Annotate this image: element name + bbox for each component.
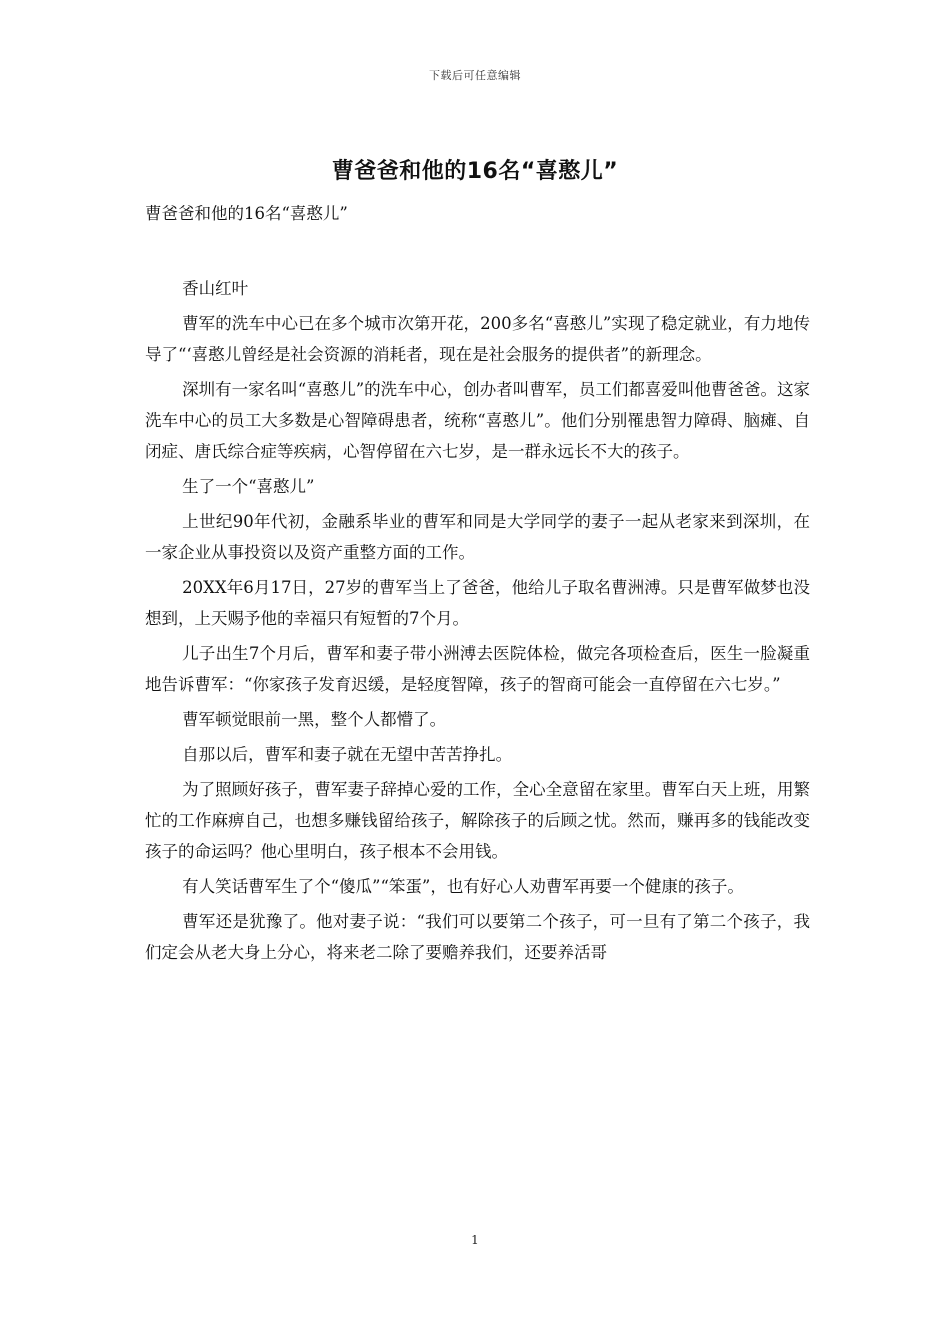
paragraph: 儿子出生7个月后，曹军和妻子带小洲溥去医院体检，做完各项检查后，医生一脸凝重地告诉曹军：“你家孩子发育迟缓，是轻度智障，孩子的智商可能会一直停留在六七岁。” bbox=[145, 644, 810, 694]
header-note: 下载后可任意编辑 bbox=[429, 69, 521, 82]
subtitle: 曹爸爸和他的16名“喜憨儿” bbox=[145, 204, 348, 223]
page-title: 曹爸爸和他的16名“喜憨儿” bbox=[331, 159, 619, 184]
paragraph: 曹军还是犹豫了。他对妻子说：“我们可以要第二个孩子，可一旦有了第二个孩子，我们定会从老大身上分心，将来老二除了要赡养我们，还要养活哥 bbox=[145, 912, 810, 962]
paragraph: 自那以后，曹军和妻子就在无望中苦苦挣扎。 bbox=[182, 745, 513, 764]
author-line: 香山红叶 bbox=[182, 279, 249, 298]
page-number: 1 bbox=[471, 1233, 479, 1247]
paragraph: 曹军的洗车中心已在多个城市次第开花，200多名“喜憨儿”实现了稳定就业，有力地传导了“‘喜憨儿曾经是社会资源的消耗者，现在是社会服务的提供者”的新理念。 bbox=[145, 314, 810, 364]
spacer bbox=[145, 229, 810, 273]
document-body bbox=[145, 198, 810, 968]
paragraph: 深圳有一家名叫“喜憨儿”的洗车中心，创办者叫曹军，员工们都喜爱叫他曹爸爸。这家洗车中心的员工大多数是心智障碍患者，统称“喜憨儿”。他们分别罹患智力障碍、脑瘫、自闭症、唐氏综合症等疾病，心智停留在六七岁，是一群永远长不大的孩子。 bbox=[145, 380, 810, 461]
paragraph: 为了照顾好孩子，曹军妻子辞掉心爱的工作，全心全意留在家里。曹军白天上班，用繁忙的工作麻痹自己，也想多赚钱留给孩子，解除孩子的后顾之忧。然而，赚再多的钱能改变孩子的命运吗？他心里明白，孩子根本不会用钱。 bbox=[145, 780, 810, 861]
section-heading: 生了一个“喜憨儿” bbox=[182, 477, 315, 496]
paragraph: 上世纪90年代初，金融系毕业的曹军和同是大学同学的妻子一起从老家来到深圳，在一家企业从事投资以及资产重整方面的工作。 bbox=[145, 512, 810, 562]
paragraph: 曹军顿觉眼前一黑，整个人都懵了。 bbox=[182, 710, 447, 729]
paragraph: 有人笑话曹军生了个“傻瓜”“笨蛋”，也有好心人劝曹军再要一个健康的孩子。 bbox=[182, 877, 744, 896]
paragraph: 20XX年6月17日，27岁的曹军当上了爸爸，他给儿子取名曹洲溥。只是曹军做梦也没想到，上天赐予他的幸福只有短暂的7个月。 bbox=[145, 578, 810, 628]
